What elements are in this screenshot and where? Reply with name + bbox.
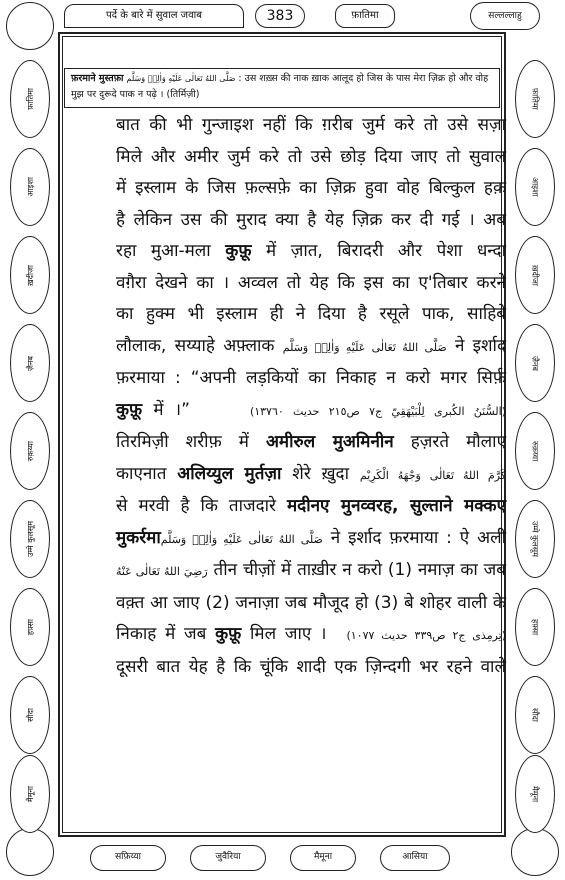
side-medallion-right: आइशा [515,148,555,226]
side-medallion-right: रुक़य्या [515,412,555,490]
banner-text-1: : उस शख़्स की नाक ख़ाक आलूद हो जिस के पास मेरा ज़िक्र हो और वोह [238,73,489,84]
arabic-salutation: صَلَّى اللهُ تَعَالٰى عَلَيْهِ وَاٰلِهٖ وَسَلَّم [282,340,447,354]
main-text [116,110,506,683]
text-line: में इस्लाम के जिस फ़ल्सफ़े का ज़िक्र हुवा वोह बिल्कुल हक़ [116,178,506,198]
banner-label: फ़रमाने मुस्तफ़ा [71,73,124,84]
arabic-salutation: صَلَّى اللهُ تَعَالٰى عَلَيْهِ وَاٰلِهٖ وَسَلَّم [160,532,323,546]
corner-ornament-bottom-right [511,828,559,876]
bottom-medallion: जुवैरिया [190,845,266,871]
side-medallion-left: ख़दीजा [10,236,50,314]
reference-citation: (السُّنَنُ الكُبرى لِلْبَيْهَقِيّ ج٧ ص٢١٥ حديث ١٣٧٦٠) [249,404,507,418]
text-line: का हुक्म भी इस्लाम ही ने दिया है रसूले पाक, साहिबे [116,304,506,324]
bottom-medallion: आसिया [380,845,450,871]
side-medallion-right: फ़ातिमा [515,60,555,138]
reference-citation: (تِرمِذی ج٢ ص٣٣٩ حديث ١٠٧٧) [346,629,507,642]
bold-term: अलिय्युल मुर्तज़ा [177,463,282,484]
header-book-title: पर्दे के बारे में सुवाल जवाब [64,4,244,28]
arabic-salutation: رَضِيَ اللهُ تَعَالٰى عَنْهُ [116,565,208,578]
text-line: बात की भी गुन्जाइश नहीं कि ग़रीब जुर्म करे तो उसे सज़ा [116,115,506,135]
text-line: तिरमिज़ी शरीफ़ में अमीरुल मुअमिनीन हज़रते मौलाए [116,432,506,452]
text-line: वग़ैरा देखने का । अव्वल तो येह कि इस का ए'तिबार करने [116,272,506,293]
banner-line-1 [71,71,493,87]
bold-term: मदीनए मुनव्वरह, सुल्ताने मक्कए [287,496,506,516]
banner-text-2: मुझ पर दुरूदे पाक न पढ़े । (तिर्मिज़ी) [71,89,200,100]
text-line: है लेकिन उस की मुराद क्या है येह ज़िक्र कर दी गई । अब [116,209,506,230]
bold-term: कुफ़ू [116,399,143,420]
text-line: काएनात अलिय्युल मुर्तज़ा शेरे ख़ुदा كَرَّمَ اللهُ تَعَالٰى وَجْهَهُ الْكَرِيْم [116,463,507,484]
bold-term: अमीरुल मुअमिनीन [265,432,394,452]
text-line: कुफ़ू में ।” (السُّنَنُ الكُبرى لِلْبَيْهَقِيّ ج٧ ص٢١٥ حديث ١٣٧٦٠) [116,399,507,420]
side-medallion-right: उम्मे कुलसूम [515,500,555,578]
corner-ornament-bottom-left [6,828,54,876]
text-line: वक़्त आ जाए (2) जनाज़ा जब मौजूद हो (3) बे शोहर वाली के [116,592,506,613]
side-medallion-left: फ़ातिमा [10,60,50,138]
bold-term: मुकर्रमा [116,527,161,548]
text-line: رَضِيَ اللهُ تَعَالٰى عَنْهُ तीन चीज़ों में ताख़ीर न करो (1) नमाज़ का जब [116,560,506,580]
header-name-tab: फ़ातिमा [335,4,395,28]
text-line: फ़रमाया : “अपनी लड़कियों का निकाह न करो मगर सिर्फ़ [116,368,506,388]
side-medallion-right: ज़ैनब [515,324,555,402]
header-ornament: सल्लल्लाहु [470,2,540,30]
text-line: दूसरी बात येह है कि चूंकि शादी एक ज़िन्दगी भर रहने वाले [116,656,506,677]
side-medallion-left: हफ़्सा [10,588,50,666]
side-medallion-left: ज़ैनब [10,324,50,402]
side-medallion-right: ख़दीजा [515,236,555,314]
bold-term: कुफ़ू [215,624,242,644]
text-line: मुकर्रमाصَلَّى اللهُ تَعَالٰى عَلَيْهِ وَاٰلِهٖ وَسَلَّم ने इर्शाद फ़रमाया : ऐ अली [116,527,506,548]
side-medallion-left: उम्मे कुलसूम [10,500,50,578]
text-line: निकाह में जब कुफ़ू मिल जाए । (تِرمِذی ج٢ ص٣٣٩ حديث ١٠٧٧) [116,624,507,644]
bottom-medallion: मैमूना [290,845,356,871]
text-line: से मरवी है कि ताजदारे मदीनए मुनव्वरह, सुल्ताने मक्कए [116,496,506,516]
side-medallion-left: आइशा [10,148,50,226]
text-line: लौलाक, सय्याहे अफ़्लाक صَلَّى اللهُ تَعَالٰى عَلَيْهِ وَاٰلِهٖ وَسَلَّم ने इर्शाद [116,335,506,356]
side-medallion-left: रुक़य्या [10,412,50,490]
side-medallion-right: हफ़्सा [515,588,555,666]
corner-ornament-top-left [6,2,54,50]
side-medallion-right: मैमूना [515,755,555,833]
farmane-mustafa-banner [64,68,500,108]
side-medallion-left: मैमूना [10,755,50,833]
side-medallion-right: सौदा [515,676,555,754]
arabic-salutation: كَرَّمَ اللهُ تَعَالٰى وَجْهَهُ الْكَرِيْم [359,468,507,482]
bold-term: कुफ़ू [225,241,252,261]
text-line: मिले और अमीर जुर्म करे तो उसे छोड़ दिया जाए तो सुवाल [116,146,506,167]
text-line: रहा मुआ-मला कुफ़ू में ज़ात, बिरादरी और पेशा धन्दा [116,241,506,261]
page-number: 383 [255,4,305,28]
banner-arabic-salutation: صَلَّى اللهُ تَعَالٰى عَلَيْهِ وَاٰلِهٖ وَسَلَّم [126,74,236,83]
side-medallion-left: सौदा [10,676,50,754]
bottom-medallion: सफ़िय्या [90,845,166,871]
